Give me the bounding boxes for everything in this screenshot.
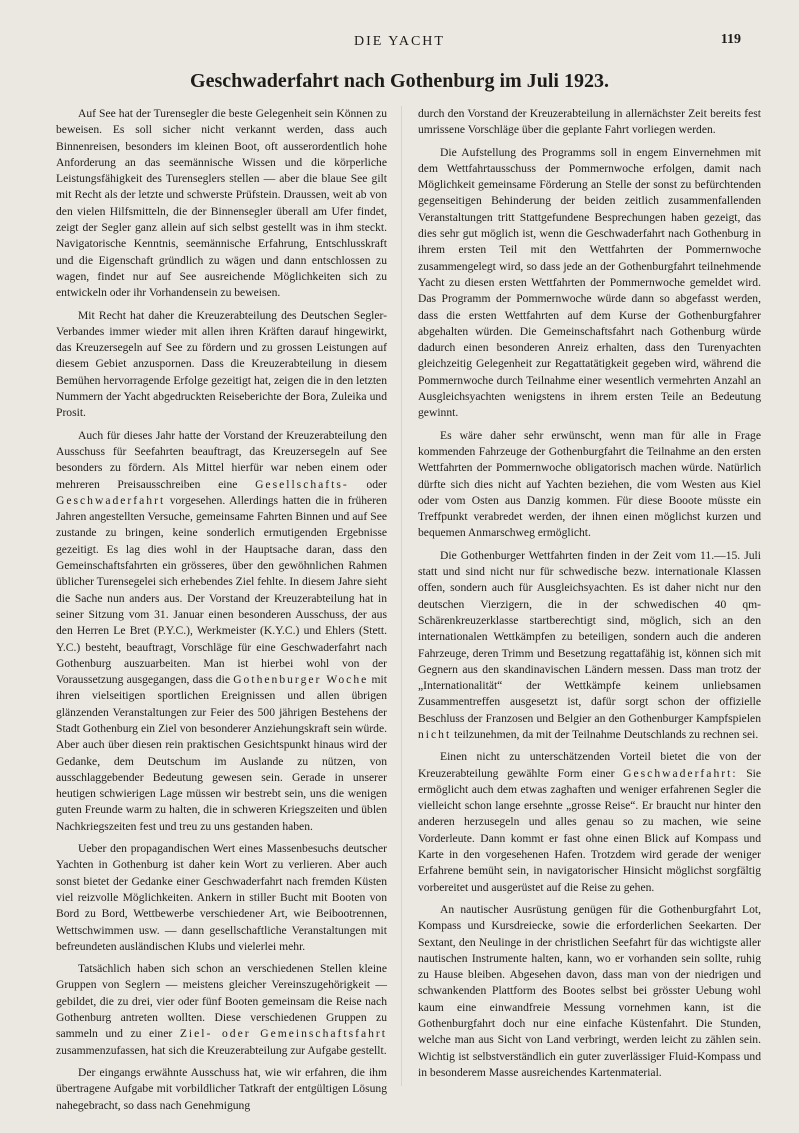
text-run: Sie ermöglicht auch dem etwas zaghaften und weniger erfahrenen Segler die vielleicht schon lange ersehnte „grosse Reise“. Er braucht nur hinter den anderen herzusegeln und alles genau so zu machen, wie seine Vorderleute. Dann kommt er fast ohne einen Blick auf Kompass und Karte in den vorgesehenen Hafen. Trotzdem wird gerade der weniger Erfahrene bemüht sein, in navigatorischer Hinsicht möglichst sorgfältig vorbereitet und ausgerüstet auf die Reise zu gehen. bbox=[418, 766, 762, 894]
column-divider bbox=[401, 106, 402, 1086]
text-run: mit ihren vielseitigen sportlichen Ereignissen und allen übrigen glänzenden Veranstaltungen zur Feier des 500 jährigen Bestehens der Stadt Gothenburg ein Ziel von besonderer Anziehungskraft sein würde. Aber auch über diesen rein praktischen Gesichtspunkt hinaus wird der Gedanke, dem Deutschum im Auslande zu nützen, von ausschlaggebender Bedeutung gewesen sein. Gerade in unserer heutigen schwierigen Lage müssen wir bestrebt sein, uns die wenigen guten Freunde warm zu halten, die in schweren Kriegszeiten und üblen Nachkriegszeiten fest und treu zu uns gestanden haben. bbox=[56, 673, 387, 833]
right-column bbox=[418, 106, 761, 1087]
text-run: vorgesehen. Allerdings hatten die in früheren Jahren angestellten Versuche, gemeinsame Fahrten Binnen und auf See zustande zu bringen, keine sonderlich ermutigenden Ergebnisse gezeitigt. Es lag dies wohl in der Hauptsache daran, dass den Gemeinschaftsfahrten ein grösseres, über den gewöhnlichen Rahmen üblicher Turensegelei sich erhebendes Ziel fehlte. In diesem Jahre sieht die Sache nun anders aus. Der Vorstand der Kreuzerabteilung hat in seiner Sitzung vom 31. Januar einen besonderen Ausschuss, der aus den Herren Le Bret (P.Y.C.), Werkmeister (K.Y.C.) und Ehlers (Stett. Y.C.) besteht, beauftragt, Vorschläge für eine Geschwaderfahrt nach Gothenburg auszuarbeiten. Man ist hierbei wohl von der Voraussetzung ausgegangen, dass die bbox=[56, 493, 387, 687]
paragraph bbox=[56, 428, 387, 835]
paragraph: Die Aufstellung des Programms soll in engem Einvernehmen mit dem Wettfahrtausschuss der Pommernwoche erfolgen, damit nach Möglichkeit gemeinsame Förderung an Stelle der sonst zu befürchtenden gegenseitigen Behinderung der beiden zeitlich zusammenfallenden Veranstaltungen tritt Stattgefundene Besprechungen haben gezeigt, das dies sehr gut möglich ist, wenn die Geschwaderfahrt nach Gothenburg in ihrem ersten Teil mit den Wettfahrten der Pommernwoche zusammengelegt wird, so dass jede an der Gothenburgfahrt teilnehmende Yacht zu diesen ersten Wettfahrten der Pommernwoche gemeldet wird. Das Programm der Pommernwoche würde dann so abgefasst werden, dass die ersten Wettfahrten auf dem Kurse der Gothenburgfahrer abgehalten würden. Die Gemeinschaftsfahrt nach Gothenburg würde dadurch einen besonderen Anreiz erhalten, dass den Turenyachten gleichzeitig Gelegenheit zur Regattatätigkeit gegeben wird, während die Pommernwoche durch Teilnahme einer wesentlich vermehrten Anzahl an Ausgleichsyachten wenigstens in ihrem ersten Teile an Bedeutung gewinnt. bbox=[418, 145, 761, 420]
paragraph: Mit Recht hat daher die Kreuzerabteilung des Deutschen Segler-Verbandes immer wieder mit allen ihren Kräften darauf hingewirkt, das Kreuzersegeln auf See zu fördern und zu grossen Leistungen auf diesem Gebiet anzuspornen. Dass die Kreuzerabteilung in diesem Bemühen hervorragende Erfolge gezeitigt hat, zeigen die in den letzten Nummern der Yacht abgedruckten Reiseberichte der Bora, Zuleika und Prosit. bbox=[56, 308, 387, 420]
text-run: Die Gothenburger Wettfahrten finden in der Zeit vom 11.—15. Juli statt und sind nicht nur für schwedische bezw. internationale Klassen offen, sondern auch für Ausgleichsyachten. Es ist daher nicht nur den deutschen Vierzigern, die in der schwedischen 40 qm-Schärenkreuzerklasse startberechtigt sind, möglich, sich an den internationalen Wettkämpfen zu beteiligen, sondern auch die anderen Fahrzeuge, deren Trimm und Besetzung regattafähig ist, können sich mit Gegnern aus den skandinavischen Ländern messen. Dass man trotz der „Internationalität“ der Wettkämpfe keinem unliebsamen Zusammentreffen ausgesetzt ist, dafür sorgt schon der offizielle Beschluss der Franzosen und Belgier an den Gothenburger Kampfspielen bbox=[418, 548, 761, 725]
paragraph bbox=[418, 749, 761, 896]
spaced-term: Geschwaderfahrt: bbox=[623, 766, 738, 780]
text-run: Einen nicht zu unterschätzenden Vorteil bietet die von der Kreuzerabteilung gewählte Form einer bbox=[418, 750, 761, 780]
left-column bbox=[56, 106, 387, 1120]
paragraph: Es wäre daher sehr erwünscht, wenn man für alle in Frage kommenden Fahrzeuge der Gothenburgfahrt die Teilnahme an den ersten Wettfahrten der Pommernwoche obligatorisch machen würde. Natürlich dürfte sich dies nicht auf Yachten beziehen, die vom Westen aus Kiel oder vom Osten aus Danzig kommen. Für diese Booote müsste ein Treffpunkt verabredet werden, der ihnen einen möglichst kurzen und bequemen Anmarschweg ermöglicht. bbox=[418, 428, 761, 540]
text-run: teilzunehmen, da mit der Teilnahme Deutschlands zu rechnen sei. bbox=[454, 727, 759, 741]
spaced-term: Gothenburger Woche bbox=[233, 673, 369, 687]
page-number: 119 bbox=[720, 32, 741, 47]
paragraph bbox=[418, 548, 761, 744]
text-run: zusammenzufassen, hat sich die Kreuzerabteilung zur Aufgabe gestellt. bbox=[56, 1043, 387, 1057]
text-run: Auch für dieses Jahr hatte der Vorstand der Kreuzerabteilung den Ausschuss für Seefahrten beauftragt, das Kreuzersegeln auf See besonders zu fördern. Als Mittel hierfür war neben einem oder mehreren Preisausschreiben eine bbox=[56, 428, 387, 491]
paragraph bbox=[56, 961, 387, 1059]
running-head bbox=[0, 34, 799, 54]
article-title: Geschwaderfahrt nach Gothenburg im Juli 1923. bbox=[190, 70, 609, 92]
paragraph-continued: durch den Vorstand der Kreuzerabteilung in allernächster Zeit bereits fest umrissene Vorschläge über die geplante Fahrt vorliegen werden. bbox=[418, 107, 761, 137]
text-run: Tatsächlich haben sich schon an verschiedenen Stellen kleine Gruppen von Seglern — meistens gleicher Vereinszugehörigkeit — gebildet, die zu drei, vier oder fünf Booten gemeinsam die Reise nach Gothenburg antreten wollten. Diese verschiedenen Gruppen zu sammeln und zu einer bbox=[56, 962, 387, 1041]
paragraph: Ueber den propagandischen Wert eines Massenbesuchs deutscher Yachten in Gothenburg ist daher kein Wort zu verlieren. Aber auch sonst bietet der Gedanke einer Geschwaderfahrt nach fremden Küsten viel reizvolle Möglichkeiten. Ankern in stiller Bucht mit Booten von Bord zu Bord, Wettbewerbe verschiedener Art, wie Beibootrennen, Wettschwimmen usw. — dann gesellschaftliche Veranstaltungen mit befreundeten ausländischen Klubs und vielerlei mehr. bbox=[56, 842, 387, 953]
spaced-term: nicht bbox=[418, 727, 452, 741]
paragraph: Der eingangs erwähnte Ausschuss hat, wie wir erfahren, die ihm übertragene Aufgabe mit vorbildlicher Tatkraft der entgültigen Lösung nahegebracht, so dass nach Genehmigung bbox=[56, 1065, 387, 1112]
spaced-term: Ziel- oder Gemeinschaftsfahrt bbox=[179, 1027, 387, 1041]
magazine-title: DIE YACHT bbox=[354, 34, 445, 49]
paragraph: An nautischer Ausrüstung genügen für die Gothenburgfahrt Lot, Kompass und Kursdreiecke, sowie die erforderlichen Seekarten. Der Sextant, den Neulinge in der christlichen Seefahrt für das wichtigste aller nautischen Instrumente halten, kann, wo er vorhanden sein sollte, ruhig zu Hause bleiben. Abgesehen davon, dass man von der niedrigen und schwankenden Plattform des Bootes selbst bei grösster Uebung wohl kaum eine einwandfreie Messung vornehmen kann, ist die Gothenburgfahrt doch nur eine einfache Küstenfahrt. Die Stunden, welche man aus Sicht von Land verbringt, werden leicht zu zählen sein. Wichtig ist selbstverständlich ein guter zuverlässiger Fluid-Kompass und in besonderem Masse ausreichendes Kartenmaterial. bbox=[418, 902, 761, 1079]
spaced-term: Geschwaderfahrt bbox=[56, 493, 166, 507]
paragraph: Auf See hat der Turensegler die beste Gelegenheit sein Können zu beweisen. Es soll sicher nicht verkannt werden, dass auch Binnenreisen, besonders im kleinen Boot, oft ausserordentlich hohe Anforderung an das seemännische Wissen und die körperliche Leistungsfähigkeit des Turenseglers stellen — aber die blaue See gilt mit Recht als der letzte und schwerste Prüfstein. Draussen, weit ab von den vielen Hilfsmitteln, die der Binnensegler überall am Ufer findet, zeigt der Segler ganz allein auf sich selbst gestellt was in ihm steckt. Navigatorische Kenntnis, seemännische Erfahrung, Entschlusskraft und die Eigenschaft gründlich zu wägen und dann entschlossen zu wagen, findet nur auf See ausreichende Möglichkeiten sich zu entwickeln oder ihr Vorhandensein zu beweisen. bbox=[56, 107, 387, 300]
text-run: oder bbox=[366, 477, 387, 491]
spaced-term: Gesellschafts- bbox=[255, 477, 349, 491]
